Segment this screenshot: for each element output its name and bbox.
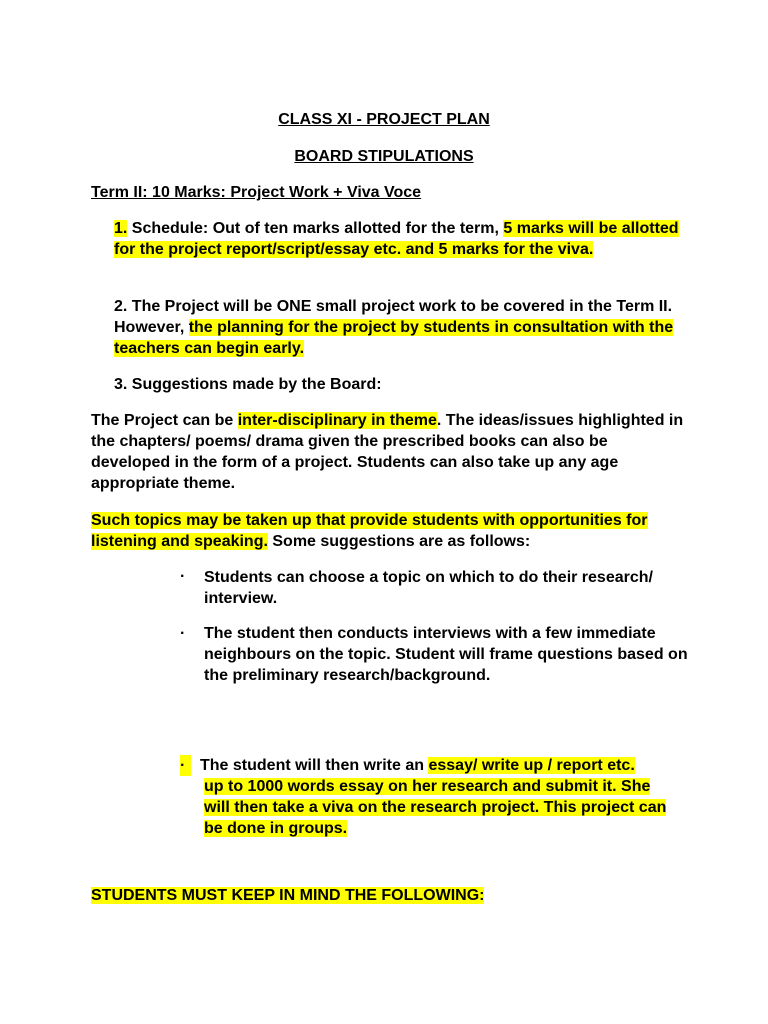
point-2-highlight: the planning for the project by students in consultation with the teachers can begin early. — [114, 319, 674, 357]
bullet-2-text: The student then conducts interviews with a few immediate neighbours on the topic. Student will frame questions based on the preliminary research/background. — [204, 625, 688, 684]
document-title: CLASS XI - PROJECT PLAN — [278, 111, 490, 128]
paragraph-topics — [91, 510, 691, 552]
bullet-3-highlight-inline: essay/ write up / report etc. — [428, 757, 635, 774]
bullet-1-text: Students can choose a topic on which to do their research/ interview. — [204, 569, 653, 607]
point-1 — [114, 218, 690, 260]
point-1-text: Schedule: Out of ten marks allotted for the term, — [127, 220, 504, 237]
bullet-3-highlight-rest: up to 1000 words essay on her research and submit it. She will then take a viva on the research project. This project can be done in groups. — [204, 778, 667, 837]
point-2-text: 2. The Project will be ONE small project work to be covered in the Term II. However, — [114, 298, 673, 336]
bullet-1-marker: · — [180, 568, 186, 585]
footer-heading-text: STUDENTS MUST KEEP IN MIND THE FOLLOWING: — [91, 887, 485, 904]
bullet-3-marker: · — [180, 755, 191, 776]
point-1-number: 1. — [114, 220, 128, 237]
point-3: 3. Suggestions made by the Board: — [114, 376, 382, 393]
bullet-2-marker: · — [180, 625, 186, 642]
footer-heading — [91, 885, 691, 906]
bullet-3-line1 — [200, 755, 690, 776]
paragraph-topics-highlight: Such topics may be taken up that provide students with opportunities for listening and speaking. — [91, 512, 648, 550]
bullet-3-text-start: The student will then write an — [200, 757, 429, 774]
paragraph-theme-rest: . The ideas/issues highlighted in the chapters/ poems/ drama given the prescribed books can also be developed in the form of a project. Students can also take up any age appropriate theme. — [91, 412, 684, 492]
paragraph-topics-rest: Some suggestions are as follows: — [267, 533, 531, 550]
point-2 — [114, 296, 690, 359]
document-subtitle: BOARD STIPULATIONS — [294, 148, 474, 165]
paragraph-theme-highlight: inter-disciplinary in theme — [237, 412, 437, 429]
bullet-3-rest — [204, 776, 674, 839]
term-heading: Term II: 10 Marks: Project Work + Viva Voce — [91, 184, 422, 201]
paragraph-theme-start: The Project can be — [91, 412, 238, 429]
paragraph-theme — [91, 410, 691, 494]
point-1-highlight: 5 marks will be allotted for the project report/script/essay etc. and 5 marks for the viva. — [114, 220, 679, 258]
